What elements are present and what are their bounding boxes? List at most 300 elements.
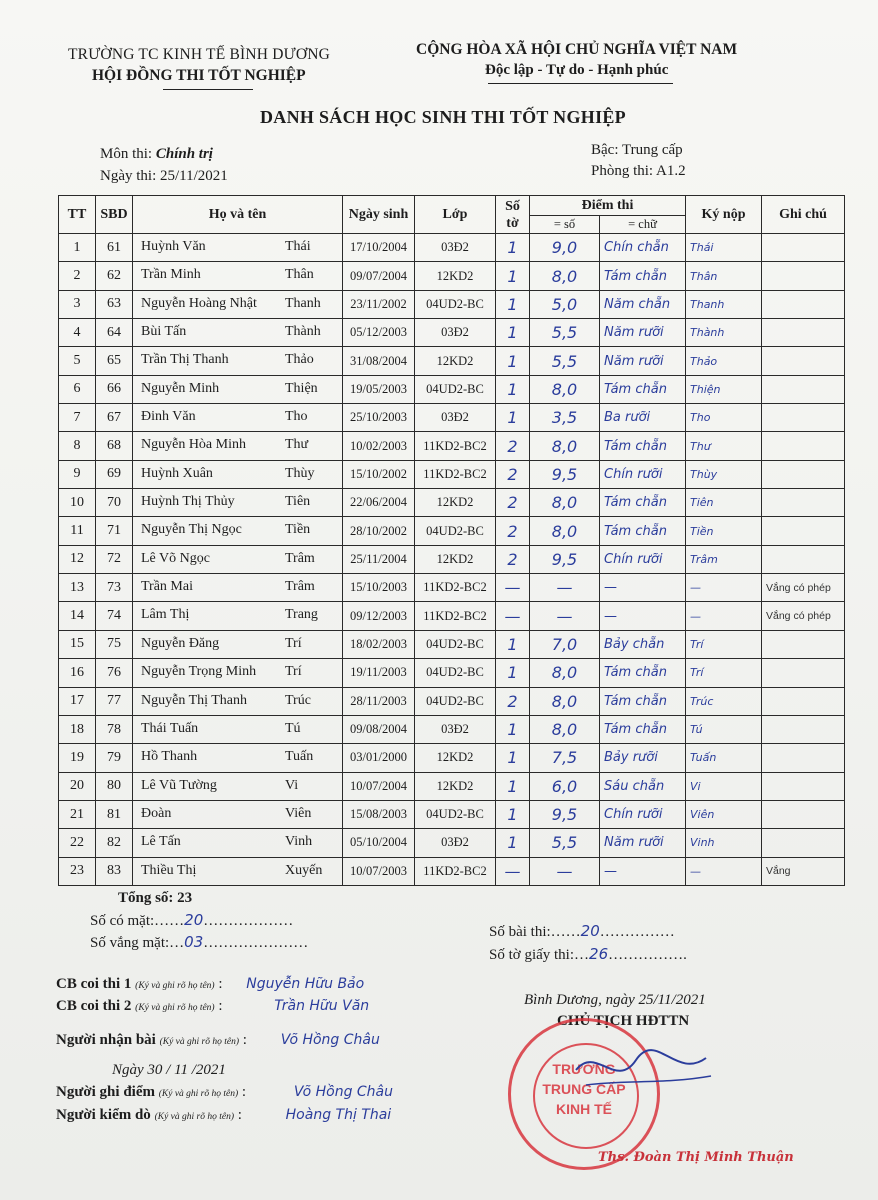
row-sbd: 77	[96, 687, 133, 715]
row-name	[133, 545, 343, 573]
student-table	[58, 195, 845, 886]
row-first-name: Viên	[285, 805, 312, 821]
row-score-word: Năm rưỡi	[600, 829, 686, 857]
row-score-word: Tám chẵn	[600, 659, 686, 687]
absent-value: 03	[184, 933, 204, 951]
row-name	[133, 375, 343, 403]
row-score-word: —	[600, 574, 686, 602]
school-name: TRƯỜNG TC KINH TẾ BÌNH DƯƠNG	[68, 46, 331, 63]
row-signature: Trí	[686, 659, 762, 687]
row-signature: Thiện	[686, 375, 762, 403]
row-sheets: 1	[496, 800, 530, 828]
row-sheets: 1	[496, 290, 530, 318]
row-name	[133, 630, 343, 658]
table-row	[59, 602, 845, 630]
row-first-name: Thiện	[285, 380, 318, 396]
row-signature: —	[686, 857, 762, 885]
row-last-name: Trần Minh	[141, 267, 201, 283]
row-class: 12KD2	[415, 262, 496, 290]
row-note	[762, 687, 845, 715]
row-sheets: 1	[496, 234, 530, 262]
row-name	[133, 319, 343, 347]
row-dob: 15/10/2002	[343, 460, 415, 488]
proctor1-hint: (Ký và ghi rõ họ tên)	[135, 981, 215, 991]
row-score-num: 8,0	[530, 262, 600, 290]
row-score-num: 9,5	[530, 460, 600, 488]
row-note	[762, 772, 845, 800]
row-dob: 15/10/2003	[343, 574, 415, 602]
row-signature: Tho	[686, 404, 762, 432]
col-header-dob: Ngày sinh	[343, 196, 415, 234]
row-name	[133, 347, 343, 375]
row-tt: 15	[59, 630, 96, 658]
date-line	[100, 168, 228, 185]
row-class: 04UD2-BC	[415, 375, 496, 403]
row-last-name: Nguyễn Minh	[141, 380, 220, 396]
row-score-word: Chín rưỡi	[600, 460, 686, 488]
row-sheets: 1	[496, 630, 530, 658]
date-label: Ngày thi:	[100, 168, 157, 184]
row-score-word: Chín rưỡi	[600, 800, 686, 828]
level-label: Bậc:	[591, 142, 619, 158]
row-class: 11KD2-BC2	[415, 460, 496, 488]
row-first-name: Tuấn	[285, 749, 314, 765]
row-score-num: 3,5	[530, 404, 600, 432]
row-score-word: Chín rưỡi	[600, 545, 686, 573]
row-signature: Tuấn	[686, 744, 762, 772]
row-sheets: —	[496, 602, 530, 630]
row-signature: Trâm	[686, 545, 762, 573]
table-row	[59, 744, 845, 772]
col-header-class: Lớp	[415, 196, 496, 234]
row-first-name: Xuyến	[285, 862, 323, 878]
subject-value: Chính trị	[155, 146, 213, 162]
row-sheets: 1	[496, 347, 530, 375]
row-sbd: 82	[96, 829, 133, 857]
proctor2-hint: (Ký và ghi rõ họ tên)	[135, 1003, 215, 1013]
row-note	[762, 800, 845, 828]
row-sheets: 2	[496, 489, 530, 517]
row-score-num: 8,0	[530, 375, 600, 403]
room-value: A1.2	[656, 163, 686, 179]
row-signature: Thái	[686, 234, 762, 262]
row-class: 04UD2-BC	[415, 687, 496, 715]
proctor1-line: CB coi thi 1 (Ký và ghi rõ họ tên) : Nguyễn Hữu Bảo	[56, 976, 365, 992]
row-name	[133, 744, 343, 772]
row-last-name: Lê Võ Ngọc	[141, 550, 210, 566]
grader-signature: Võ Hồng Châu	[293, 1084, 394, 1100]
row-sheets: —	[496, 574, 530, 602]
proctor2-signature: Trần Hữu Văn	[274, 998, 370, 1014]
row-sbd: 73	[96, 574, 133, 602]
col-header-score: Điểm thi	[530, 196, 686, 216]
row-dob: 28/10/2002	[343, 517, 415, 545]
divider	[488, 83, 673, 84]
row-class: 03Đ2	[415, 404, 496, 432]
row-sbd: 69	[96, 460, 133, 488]
row-tt: 4	[59, 319, 96, 347]
row-class: 03Đ2	[415, 234, 496, 262]
place-date: Bình Dương, ngày 25/11/2021	[524, 992, 706, 1008]
row-signature: Viên	[686, 800, 762, 828]
row-score-num: 6,0	[530, 772, 600, 800]
row-tt: 17	[59, 687, 96, 715]
row-first-name: Vi	[285, 777, 299, 793]
row-sbd: 71	[96, 517, 133, 545]
row-sbd: 79	[96, 744, 133, 772]
row-last-name: Trần Mai	[141, 579, 193, 595]
row-class: 04UD2-BC	[415, 517, 496, 545]
row-class: 12KD2	[415, 545, 496, 573]
row-sheets: 1	[496, 404, 530, 432]
row-class: 12KD2	[415, 744, 496, 772]
date-value: 25/11/2021	[160, 168, 228, 184]
row-dob: 28/11/2003	[343, 687, 415, 715]
row-sheets: 1	[496, 659, 530, 687]
row-sbd: 76	[96, 659, 133, 687]
row-sbd: 83	[96, 857, 133, 885]
proctor2-label: CB coi thi 2	[56, 998, 132, 1014]
row-dob: 31/08/2004	[343, 347, 415, 375]
row-dob: 09/08/2004	[343, 715, 415, 743]
row-dob: 18/02/2003	[343, 630, 415, 658]
row-sbd: 75	[96, 630, 133, 658]
row-class: 11KD2-BC2	[415, 602, 496, 630]
sheets-line: Số tờ giấy thi:…26…………….	[489, 945, 687, 963]
row-last-name: Nguyễn Hòa Minh	[141, 437, 246, 453]
row-name	[133, 857, 343, 885]
row-first-name: Trâm	[285, 550, 315, 566]
row-signature: Tiên	[686, 489, 762, 517]
republic-heading: CỘNG HÒA XÃ HỘI CHỦ NGHĨA VIỆT NAM	[416, 41, 738, 58]
row-signature: Thanh	[686, 290, 762, 318]
row-score-num: 8,0	[530, 489, 600, 517]
row-sbd: 61	[96, 234, 133, 262]
row-note	[762, 375, 845, 403]
row-sheets: 1	[496, 744, 530, 772]
table-row	[59, 262, 845, 290]
row-sbd: 65	[96, 347, 133, 375]
row-score-word: Chín chẵn	[600, 234, 686, 262]
row-sheets: 1	[496, 262, 530, 290]
row-last-name: Đinh Văn	[141, 409, 196, 425]
row-dob: 03/01/2000	[343, 744, 415, 772]
row-sheets: 1	[496, 375, 530, 403]
row-sheets: —	[496, 857, 530, 885]
row-score-num: 8,0	[530, 659, 600, 687]
col-header-name: Họ và tên	[133, 196, 343, 234]
absent-label: Số vắng mặt:	[90, 935, 170, 951]
council-name: HỘI ĐỒNG THI TỐT NGHIỆP	[92, 67, 306, 84]
row-score-num: 7,5	[530, 744, 600, 772]
row-sbd: 64	[96, 319, 133, 347]
row-score-word: Tám chẵn	[600, 262, 686, 290]
receiver-hint: (Ký và ghi rõ họ tên)	[159, 1037, 240, 1047]
row-class: 12KD2	[415, 347, 496, 375]
row-dob: 23/11/2002	[343, 290, 415, 318]
papers-value: 20	[580, 922, 600, 940]
row-name	[133, 290, 343, 318]
row-name	[133, 262, 343, 290]
row-score-num: 5,5	[530, 319, 600, 347]
proctor1-label: CB coi thi 1	[56, 976, 132, 992]
row-tt: 16	[59, 659, 96, 687]
checker-signature: Hoàng Thị Thai	[285, 1107, 392, 1123]
absent-line: Số vắng mặt:…03…………………	[90, 933, 309, 951]
row-class: 11KD2-BC2	[415, 574, 496, 602]
row-last-name: Lê Vũ Tường	[141, 777, 217, 793]
row-score-word: —	[600, 857, 686, 885]
row-first-name: Trúc	[285, 692, 311, 708]
col-header-score-word: = chữ	[600, 216, 686, 234]
table-row	[59, 630, 845, 658]
sheets-total-label: Số tờ giấy thi:	[489, 947, 575, 963]
row-score-word: Bảy chẵn	[600, 630, 686, 658]
seal-text-mid: TRUNG CẤP	[542, 1081, 626, 1097]
row-signature: Thư	[686, 432, 762, 460]
row-first-name: Thành	[285, 324, 321, 340]
row-score-word: Năm rưỡi	[600, 347, 686, 375]
row-last-name: Nguyễn Thị Thanh	[141, 692, 248, 708]
row-score-word: Tám chẵn	[600, 517, 686, 545]
row-score-word: Tám chẵn	[600, 375, 686, 403]
receiver-line: Người nhận bài (Ký và ghi rõ họ tên) : Võ Hồng Châu	[56, 1032, 380, 1048]
row-last-name: Đoàn	[141, 805, 172, 821]
checker-label: Người kiểm dò	[56, 1107, 151, 1123]
row-score-word: —	[600, 602, 686, 630]
table-row	[59, 800, 845, 828]
col-header-sbd: SBD	[96, 196, 133, 234]
row-tt: 1	[59, 234, 96, 262]
level-value: Trung cấp	[621, 142, 683, 158]
row-score-word: Ba rưỡi	[600, 404, 686, 432]
row-note	[762, 404, 845, 432]
row-signature: Tú	[686, 715, 762, 743]
col-header-score-num: = số	[530, 216, 600, 234]
table-row	[59, 460, 845, 488]
row-name	[133, 574, 343, 602]
row-score-num: 5,5	[530, 829, 600, 857]
row-name	[133, 234, 343, 262]
row-dob: 15/08/2003	[343, 800, 415, 828]
row-class: 04UD2-BC	[415, 800, 496, 828]
row-name	[133, 829, 343, 857]
col-header-sign: Ký nộp	[686, 196, 762, 234]
row-score-word: Tám chẵn	[600, 489, 686, 517]
row-dob: 05/12/2003	[343, 319, 415, 347]
row-note	[762, 744, 845, 772]
row-first-name: Trang	[285, 607, 318, 623]
row-sbd: 62	[96, 262, 133, 290]
row-sheets: 2	[496, 432, 530, 460]
table-row	[59, 545, 845, 573]
row-class: 03Đ2	[415, 715, 496, 743]
row-last-name: Huỳnh Xuân	[141, 465, 213, 481]
grader-hint: (Ký và ghi rõ họ tên)	[158, 1089, 239, 1099]
row-first-name: Vinh	[285, 834, 313, 850]
row-sbd: 67	[96, 404, 133, 432]
row-last-name: Nguyễn Hoàng Nhật	[141, 295, 257, 311]
row-class: 03Đ2	[415, 319, 496, 347]
row-dob: 09/12/2003	[343, 602, 415, 630]
row-tt: 6	[59, 375, 96, 403]
row-note	[762, 290, 845, 318]
checker-line: Người kiểm dò (Ký và ghi rõ họ tên) : Hoàng Thị Thai	[56, 1107, 392, 1123]
subject-line	[100, 146, 213, 163]
row-note	[762, 347, 845, 375]
row-note	[762, 517, 845, 545]
total-count: Tổng số: 23	[118, 890, 193, 906]
row-sbd: 70	[96, 489, 133, 517]
row-dob: 09/07/2004	[343, 262, 415, 290]
col-header-note: Ghi chú	[762, 196, 845, 234]
row-note	[762, 262, 845, 290]
row-score-word: Sáu chẵn	[600, 772, 686, 800]
row-tt: 7	[59, 404, 96, 432]
row-first-name: Thảo	[285, 352, 314, 368]
row-score-num: 9,5	[530, 545, 600, 573]
row-score-num: 7,0	[530, 630, 600, 658]
row-tt: 8	[59, 432, 96, 460]
row-class: 11KD2-BC2	[415, 857, 496, 885]
row-last-name: Trần Thị Thanh	[141, 352, 229, 368]
row-note	[762, 460, 845, 488]
sheets-total-value: 26	[589, 945, 609, 963]
table-row	[59, 347, 845, 375]
grader-line: Người ghi điểm (Ký và ghi rõ họ tên) : Võ Hồng Châu	[56, 1084, 394, 1100]
row-score-num: —	[530, 574, 600, 602]
row-score-num: —	[530, 857, 600, 885]
row-tt: 2	[59, 262, 96, 290]
row-sbd: 63	[96, 290, 133, 318]
papers-label: Số bài thi:	[489, 924, 551, 940]
row-last-name: Nguyễn Đăng	[141, 635, 220, 651]
col-header-tt: TT	[59, 196, 96, 234]
row-class: 04UD2-BC	[415, 290, 496, 318]
row-name	[133, 659, 343, 687]
row-sheets: 1	[496, 772, 530, 800]
table-row	[59, 290, 845, 318]
row-score-num: 5,5	[530, 347, 600, 375]
present-line: Số có mặt:……20………………	[90, 911, 294, 929]
chair-title: CHỦ TỊCH HĐTTN	[557, 1013, 690, 1029]
row-dob: 17/10/2004	[343, 234, 415, 262]
table-row	[59, 432, 845, 460]
row-sheets: 2	[496, 687, 530, 715]
table-row	[59, 659, 845, 687]
row-first-name: Thân	[285, 267, 314, 283]
row-signature: Trúc	[686, 687, 762, 715]
table-row	[59, 375, 845, 403]
row-first-name: Tú	[285, 720, 301, 736]
row-signature: Thùy	[686, 460, 762, 488]
row-sbd: 80	[96, 772, 133, 800]
row-first-name: Thanh	[285, 295, 321, 311]
row-note	[762, 659, 845, 687]
room-line	[591, 163, 686, 180]
row-tt: 19	[59, 744, 96, 772]
row-score-word: Tám chẵn	[600, 432, 686, 460]
row-note	[762, 234, 845, 262]
row-class: 04UD2-BC	[415, 630, 496, 658]
row-class: 03Đ2	[415, 829, 496, 857]
row-score-num: 9,5	[530, 800, 600, 828]
table-row	[59, 857, 845, 885]
proctor1-signature: Nguyễn Hữu Bảo	[246, 976, 365, 992]
row-note	[762, 715, 845, 743]
row-sbd: 78	[96, 715, 133, 743]
row-name	[133, 460, 343, 488]
row-tt: 12	[59, 545, 96, 573]
row-last-name: Thiều Thị	[141, 862, 197, 878]
row-sbd: 74	[96, 602, 133, 630]
row-class: 12KD2	[415, 772, 496, 800]
row-tt: 13	[59, 574, 96, 602]
row-tt: 22	[59, 829, 96, 857]
row-dob: 19/11/2003	[343, 659, 415, 687]
row-score-num: 5,0	[530, 290, 600, 318]
table-row	[59, 574, 845, 602]
row-name	[133, 404, 343, 432]
seal-text-bot: KINH TẾ	[556, 1101, 612, 1117]
row-name	[133, 489, 343, 517]
table-row	[59, 687, 845, 715]
row-tt: 5	[59, 347, 96, 375]
row-score-word: Bảy rưỡi	[600, 744, 686, 772]
row-signature: Vi	[686, 772, 762, 800]
row-tt: 11	[59, 517, 96, 545]
row-score-word: Năm rưỡi	[600, 319, 686, 347]
row-name	[133, 772, 343, 800]
row-score-num: 8,0	[530, 432, 600, 460]
row-note: Vắng có phép	[762, 602, 845, 630]
row-signature: Thành	[686, 319, 762, 347]
row-first-name: Thùy	[285, 465, 315, 481]
row-dob: 22/06/2004	[343, 489, 415, 517]
room-label: Phòng thi:	[591, 163, 654, 179]
table-row	[59, 715, 845, 743]
row-name	[133, 800, 343, 828]
row-signature: Trí	[686, 630, 762, 658]
row-tt: 10	[59, 489, 96, 517]
row-note	[762, 829, 845, 857]
row-dob: 19/05/2003	[343, 375, 415, 403]
row-dob: 10/02/2003	[343, 432, 415, 460]
table-row	[59, 489, 845, 517]
table-row	[59, 517, 845, 545]
row-first-name: Tiên	[285, 494, 311, 510]
chair-signature	[566, 1040, 716, 1100]
row-last-name: Huỳnh Văn	[141, 239, 206, 254]
row-class: 04UD2-BC	[415, 659, 496, 687]
row-signature: Tiền	[686, 517, 762, 545]
row-score-num: 8,0	[530, 715, 600, 743]
motto: Độc lập - Tự do - Hạnh phúc	[485, 62, 669, 78]
row-sbd: 72	[96, 545, 133, 573]
row-sheets: 2	[496, 460, 530, 488]
row-tt: 21	[59, 800, 96, 828]
row-first-name: Thư	[285, 437, 309, 453]
row-sbd: 66	[96, 375, 133, 403]
row-dob: 10/07/2004	[343, 772, 415, 800]
row-note	[762, 545, 845, 573]
table-row	[59, 234, 845, 262]
row-tt: 20	[59, 772, 96, 800]
row-sheets: 2	[496, 545, 530, 573]
row-score-word: Năm chẵn	[600, 290, 686, 318]
row-name	[133, 517, 343, 545]
row-score-num: —	[530, 602, 600, 630]
